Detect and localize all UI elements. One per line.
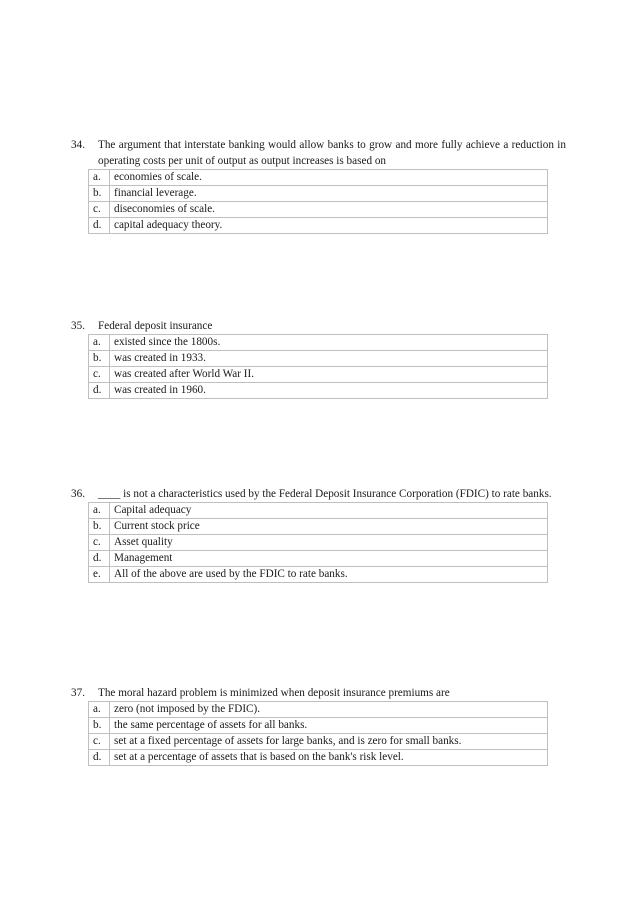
question-text: ____ is not a characteristics used by the Federal Deposit Insurance Corporation (FDIC) to rate banks.	[98, 488, 552, 500]
option-letter: a.	[89, 170, 110, 186]
option-text: was created in 1960.	[110, 383, 548, 399]
option-text: economies of scale.	[110, 170, 548, 186]
option-letter: d.	[89, 750, 110, 766]
option-letter: a.	[89, 335, 110, 351]
option-text: Asset quality	[110, 535, 548, 551]
option-row[interactable]	[89, 351, 548, 367]
option-row[interactable]	[89, 535, 548, 551]
option-text: All of the above are used by the FDIC to rate banks.	[110, 567, 548, 583]
question-stem	[71, 486, 566, 502]
option-text: diseconomies of scale.	[110, 202, 548, 218]
option-letter: a.	[89, 503, 110, 519]
question-stem	[71, 318, 566, 334]
option-text: zero (not imposed by the FDIC).	[110, 702, 548, 718]
question-text: The argument that interstate banking would allow banks to grow and more fully achieve a reduction in operating costs per unit of output as output increases is based on	[98, 139, 566, 167]
option-row[interactable]	[89, 367, 548, 383]
option-letter: a.	[89, 702, 110, 718]
question-stem	[71, 137, 566, 169]
option-text: set at a percentage of assets that is based on the bank's risk level.	[110, 750, 548, 766]
question-34	[71, 137, 566, 234]
option-letter: d.	[89, 383, 110, 399]
answer-options-table	[88, 169, 548, 234]
option-text: Management	[110, 551, 548, 567]
question-number: 37.	[71, 687, 85, 699]
option-text: financial leverage.	[110, 186, 548, 202]
option-text: capital adequacy theory.	[110, 218, 548, 234]
option-row[interactable]	[89, 218, 548, 234]
option-text: the same percentage of assets for all banks.	[110, 718, 548, 734]
option-text: was created in 1933.	[110, 351, 548, 367]
question-37	[71, 685, 566, 766]
option-text: existed since the 1800s.	[110, 335, 548, 351]
option-letter: d.	[89, 551, 110, 567]
option-row[interactable]	[89, 383, 548, 399]
option-row[interactable]	[89, 750, 548, 766]
option-letter: b.	[89, 519, 110, 535]
question-number: 36.	[71, 488, 85, 500]
question-number: 35.	[71, 320, 85, 332]
option-letter: d.	[89, 218, 110, 234]
option-text: Capital adequacy	[110, 503, 548, 519]
option-row[interactable]	[89, 519, 548, 535]
question-text: Federal deposit insurance	[98, 320, 213, 332]
answer-options-table	[88, 334, 548, 399]
option-row[interactable]	[89, 702, 548, 718]
question-35	[71, 318, 566, 399]
question-number: 34.	[71, 139, 85, 151]
option-row[interactable]	[89, 186, 548, 202]
option-text: Current stock price	[110, 519, 548, 535]
question-36	[71, 486, 566, 583]
option-row[interactable]	[89, 551, 548, 567]
option-letter: c.	[89, 202, 110, 218]
option-letter: e.	[89, 567, 110, 583]
option-row[interactable]	[89, 202, 548, 218]
option-row[interactable]	[89, 335, 548, 351]
option-letter: c.	[89, 535, 110, 551]
option-letter: b.	[89, 718, 110, 734]
option-text: set at a fixed percentage of assets for large banks, and is zero for small banks.	[110, 734, 548, 750]
option-letter: c.	[89, 367, 110, 383]
option-letter: c.	[89, 734, 110, 750]
option-row[interactable]	[89, 170, 548, 186]
option-row[interactable]	[89, 567, 548, 583]
question-text: The moral hazard problem is minimized when deposit insurance premiums are	[98, 687, 450, 699]
option-row[interactable]	[89, 718, 548, 734]
answer-options-table	[88, 502, 548, 583]
option-text: was created after World War II.	[110, 367, 548, 383]
question-stem	[71, 685, 566, 701]
option-letter: b.	[89, 186, 110, 202]
option-row[interactable]	[89, 503, 548, 519]
option-letter: b.	[89, 351, 110, 367]
option-row[interactable]	[89, 734, 548, 750]
answer-options-table	[88, 701, 548, 766]
